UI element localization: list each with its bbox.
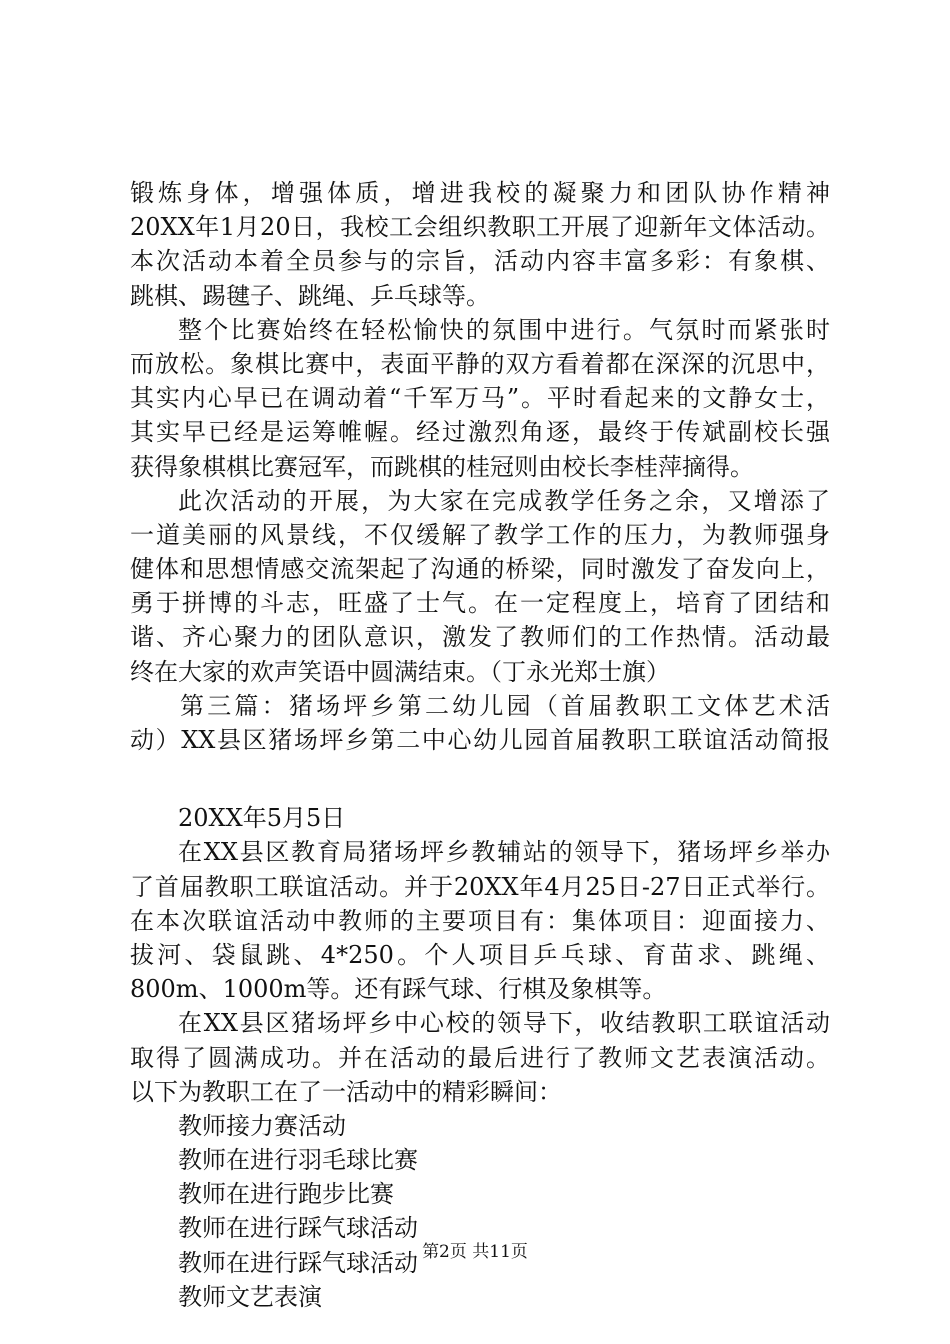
body-line: 锻炼身体，增强体质，增进我校的凝聚力和团队协作精神 [130, 179, 830, 207]
paragraph-start: 在XX县区教育局猪场坪乡教辅站的领导下，猪场坪乡举办 [178, 838, 830, 867]
paragraph-start: 此次活动的开展，为大家在完成教学任务之余，又增添了 [178, 486, 830, 515]
body-line: 获得象棋棋比赛冠军，而跳棋的桂冠则由校长李桂萍摘得。 [130, 452, 754, 481]
paragraph-start: 整个比赛始终在轻松愉快的氛围中进行。气氛时而紧张时 [178, 315, 830, 344]
photo-caption: 教师在进行跑步比赛 [178, 1180, 394, 1209]
body-line: 谐、齐心聚力的团队意识，激发了教师们的工作热情。活动最 [130, 623, 830, 652]
body-line: 终在大家的欢声笑语中圆满结束。（丁永光郑士旗） [130, 657, 670, 686]
body-line: 其实早已经是运筹帷幄。经过激烈角逐，最终于传斌副校长强 [130, 418, 830, 447]
body-line: 跳棋、踢毽子、跳绳、乒乓球等。 [130, 281, 490, 310]
body-line: 在本次联谊活动中教师的主要项目有：集体项目：迎面接力、 [130, 906, 830, 935]
body-line: 勇于拼博的斗志，旺盛了士气。在一定程度上，培育了团结和 [130, 589, 830, 618]
body-line: 800m、1000m等。还有踩气球、行棋及象棋等。 [130, 975, 667, 1004]
body-line: 本次活动本着全员参与的宗旨，活动内容丰富多彩：有象棋、 [130, 247, 830, 276]
paragraph-start: 在XX县区猪场坪乡中心校的领导下，收结教职工联谊活动 [178, 1009, 830, 1038]
photo-caption: 教师在进行踩气球活动 [178, 1248, 418, 1277]
blank-gap [130, 757, 830, 801]
photo-caption: 教师在进行踩气球活动 [178, 1214, 418, 1243]
body-line: 一道美丽的风景线，不仅缓解了教学工作的压力，为教师强身 [130, 520, 830, 549]
section-heading-continued: 动）XX县区猪场坪乡第二中心幼儿园首届教职工联谊活动简报 [130, 726, 830, 754]
body-line: 了首届教职工联谊活动。并于20XX年4月25日-27日正式举行。 [130, 872, 830, 901]
body-line: 其实内心早已在调动着“千军万马”。平时看起来的文静女士， [130, 384, 830, 413]
report-date: 20XX年5月5日 [178, 804, 346, 833]
document-body [130, 176, 830, 1314]
body-line: 20XX年1月20日，我校工会组织教职工开展了迎新年文体活动。 [130, 213, 830, 242]
body-line: 取得了圆满成功。并在活动的最后进行了教师文艺表演活动。 [130, 1043, 830, 1072]
photo-caption: 教师文艺表演 [178, 1282, 322, 1311]
body-line: 健体和思想情感交流架起了沟通的桥梁，同时激发了奋发向上， [130, 555, 830, 584]
body-line: 以下为教职工在了一活动中的精彩瞬间： [130, 1077, 562, 1106]
page-number-footer: 第2页 共11页 [422, 1242, 528, 1262]
photo-caption: 教师在进行羽毛球比赛 [178, 1146, 418, 1175]
body-line: 拔河、袋鼠跳、4*250。个人项目乒乓球、育苗求、跳绳、 [130, 940, 830, 969]
section-heading: 第三篇：猪场坪乡第二幼儿园（首届教职工文体艺术活 [180, 691, 830, 720]
photo-caption: 教师接力赛活动 [178, 1111, 346, 1140]
body-line: 而放松。象棋比赛中，表面平静的双方看着都在深深的沉思中， [130, 349, 830, 378]
